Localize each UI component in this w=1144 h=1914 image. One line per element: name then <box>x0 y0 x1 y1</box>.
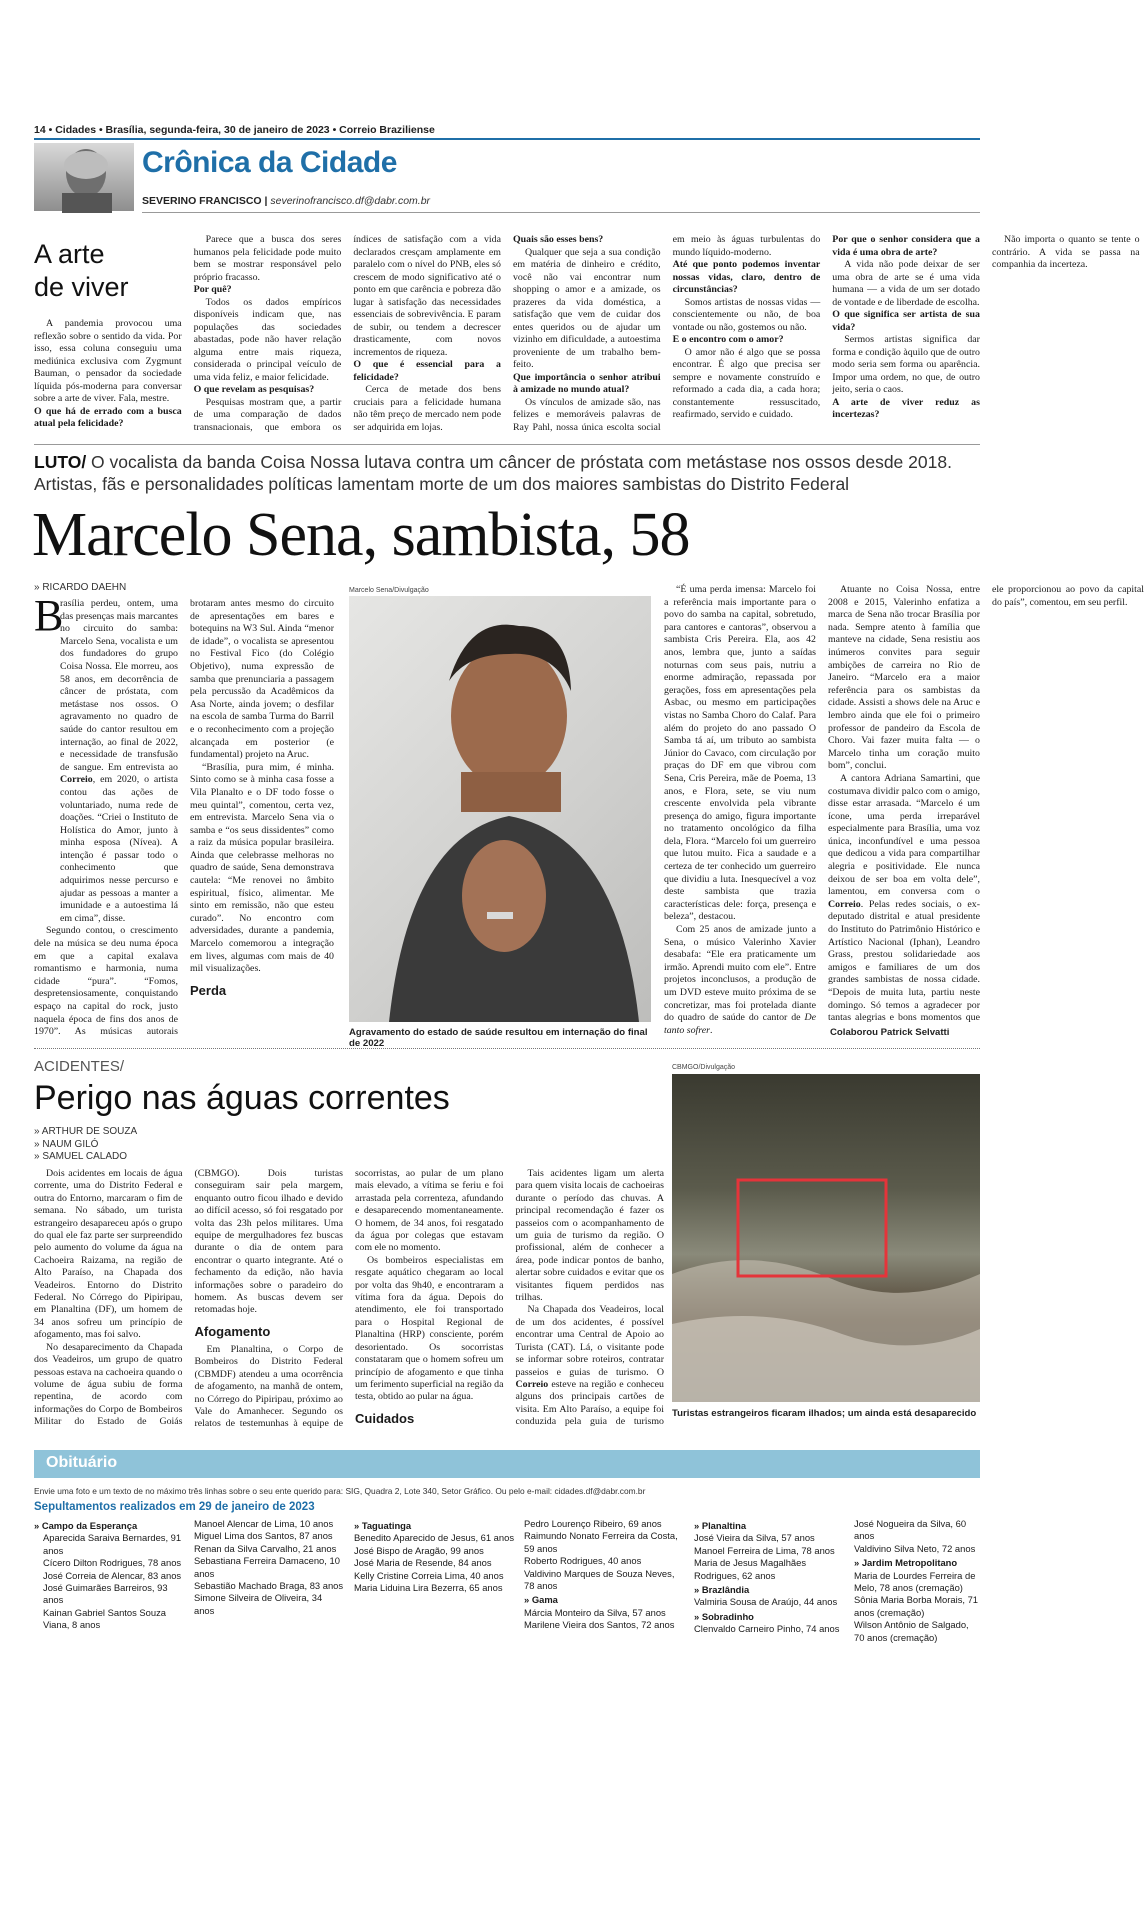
acidentes-caption: Turistas estrangeiros ficaram ilhados; um ainda está desaparecido <box>672 1408 977 1419</box>
cronica-title-line-2: de viver <box>34 272 129 302</box>
header-rule <box>34 138 980 140</box>
luto-bottom-rule <box>34 1048 980 1049</box>
luto-text-left: rasília perdeu, ontem, uma das presenças mais marcantes no circuito do samba: Marcelo Sena, vocalista e um dos fundadores do grupo Coisa Nossa. Ele morreu, aos 58 anos, em decorrência de câncer de próstata, com metástase nos ossos. O agravamento no quadro de saúde do cantor resultou em internação, ao final de 2022, e necessidade de transfusão de sangue. Em entrevista ao Correio, em 2020, o artista contou das ações de voluntariado, numa rede de doações. “Criei o Instituto de Holística do Amor, junto à minha esposa (Nívea). A intenção é passar todo o conhecimento que adquirimos nesse percurso e ajudar as pessoas a manter a imunidade e a autoestima lá em cima”, disse. Segundo contou, o crescimento dele na música se deu numa época em que a capital exalava romantismo e harmonia, numa cidade “pura”. “Fomos, despretensiosamente, conquistando espaço na capital do rock, justo naquela época de fins dos anos de 1970”. As músicas autorais brotaram antes mesmo do circuito de apresentações em bares e botequins na W3 Sul. Ainda “menor de idade”, o vocalista se apresentou no Festival Fico (do Colégio Objetivo), numa expressão de samba que prenunciaria a passagem pela percussão da Acadêmicos da Asa Norte, ainda jovem; o desfilar na escola de samba Turma do Barril e o reconhecimento com a projeção alcançada em posterior (e fundamental) projeto na Aruc. “Brasília, pura mim, é minha. Sinto como se à minha casa fosse a Vila Planalto e o DF todo fosse o meu quintal”, comentou, certa vez, em entrevista. Marcelo Sena via o samba e “os seus dissidentes” como a raiz da música popular brasileira. Ainda que celebrasse melhoras no quadro de saúde, Sena demonstrava cautela: “Me renovei no âmbito espiritual, físico, alimentar. Me sinto em remissão, não que esteu curado”. No encontro com adversidades, durante a pandemia, Marcelo comemorou a integração em lives, algumas com mais de 40 mil visualizações. Perda <box>34 598 334 1038</box>
obituario-col-4: Pedro Lourenço Ribeiro, 69 anos Raimundo Nonato Ferreira da Costa, 59 anos Roberto Rodrigues, 40 anos Valdivino Marques de Souza Neves, 78 anos » Gama Márcia Monteiro da Silva, 57 anos Marilene Vieira dos Santos, 72 anos <box>524 1518 678 1631</box>
luto-kicker: LUTO/ <box>34 452 87 472</box>
waterfall-river-icon <box>672 1074 980 1402</box>
page-line: 14 • Cidades • Brasília, segunda-feira, 30 de janeiro de 2023 • Correio Braziliense <box>34 124 435 136</box>
obituario-col-1: » Campo da Esperança Aparecida Saraiva Bernardes, 91 anos Cícero Dilton Rodrigues, 78 anos José Correia de Alencar, 83 anos José Guimarães Barreiros, 93 anos Kainan Gabriel Santos Souza Viana, 8 anos <box>34 1520 182 1631</box>
author-email[interactable]: severinofrancisco.df@dabr.com.br <box>270 195 431 207</box>
obituario-bar <box>34 1450 980 1478</box>
obituario-intro: Envie uma foto e um texto de no máximo três linhas sobre o seu ente querido para: SIG, Quadra 2, Lote 340, Setor Gráfico. Ou pelo e-mail: cidades.df@dabr.com.br <box>34 1486 646 1496</box>
author-line <box>142 195 430 207</box>
obituario-col-3: » Taguatinga Benedito Aparecido de Jesus, 61 anos José Bispo de Aragão, 99 anos José Maria de Resende, 84 anos Kelly Cristine Correia Lima, 40 anos Maria Liduina Lira Bezerra, 65 anos <box>354 1520 515 1594</box>
luto-deck-2: Artistas, fãs e personalidades políticas lamentam morte de um dos maiores sambistas do Distrito Federal <box>34 474 850 494</box>
obituario-col-2: Manoel Alencar de Lima, 10 anos Miguel Lima dos Santos, 87 anos Renan da Silva Carvalho, 21 anos Sebastiana Ferreira Damaceno, 10 anos Sebastião Machado Braga, 83 anos Simone Silveira de Oliveira, 34 anos <box>194 1518 344 1616</box>
obituario-col-5: » Planaltina José Vieira da Silva, 57 anos Manoel Ferreira de Lima, 78 anos Maria de Jesus Magalhães Rodrigues, 62 anos » Brazlândia Valmiria Sousa de Araújo, 44 anos » Sobradinho Clenvaldo Carneiro Pinho, 74 anos <box>694 1520 840 1635</box>
author-photo <box>34 143 134 211</box>
acidentes-byline-3: » SAMUEL CALADO <box>34 1151 127 1162</box>
luto-photo-credit: Marcelo Sena/Divulgação <box>349 587 429 594</box>
cronica-text: A pandemia provocou uma reflexão sobre o sentido da vida. Por isso, essa coluna conseguiu uma mediúnica exclusiva com Zygmunt Bauman, o pensador da sociedade líquida pós-moderna para conversar sobre a arte de viver. Fala, mestre. O que há de errado com a busca atual pela felicidade? Parece que a busca dos seres humanos pela felicidade pode muito bem se mostrar responsável pelo próprio fracasso. Por quê? Todos os dados empíricos disponíveis indicam que, nas populações das sociedades abastadas, pode não haver relação alguma entre mais riqueza, considerada o principal veículo de uma vida feliz, e maior felicidade. O que revelam as pesquisas? Pesquisas mostram que, a partir de uma comparação de dados transnacionais, que embora os índices de satisfação com a vida declarados cresçam amplamente em paralelo com o nível do PNB, eles só crescem de modo significativo até o ponto em que carência e pobreza dão lugar à satisfação das necessidades essenciais de sobrevivência. E param de subir, ou tendem a decrescer drasticamente, com novos incrementos de riqueza. O que é essencial para a felicidade? Cerca de metade dos bens cruciais para a felicidade humana não têm preço de mercado nem pode ser adquirida em lojas. Quais são esses bens? Qualquer que seja a sua condição em matéria de dinheiro e crédito, você não vai encontrar num shopping o amor e a amizade, os prazeres da vida doméstica, a satisfação que vem de cuidar dos entes queridos ou de ajudar um vizinho em dificuldade, a autoestima proveniente de um trabalho bem-feito. Que importância o senhor atribui à amizade no mundo atual? Os vínculos de amizade são, nas felizes e memoráveis palavras de Ray Pahl, nossa única escolta social em meio às águas turbulentas do mundo líquido-moderno. Até que ponto podemos inventar nossas vidas, claro, dentro de circunstâncias? Somos artistas de nossas vidas — conscientemente ou não, de boa vontade ou não, gostemos ou não. E o encontro com o amor? O amor não é algo que se possa encontrar. É algo que precisa ser sempre e novamente construído e reformado a cada dia, a cada hora; constantemente ressuscitado, reafirmado, servido e cuidado. Por que o senhor considera que a vida é uma obra de arte? A vida não pode deixar de ser uma obra de arte se é uma vida humana — a vida de um ser dotado de vontade e de liberdade de escolha. O que significa ser artista de sua vida? Sermos artistas significa dar forma e condição àquilo que de outro modo seria sem forma ou aparência. Impor uma ordem, no que, de outro jeito, seria o caos. A arte de viver reduz as incertezas? Não importa o quanto se tente o contrário. A vida se passa na companhia da incerteza. <box>34 234 1140 433</box>
obituario-heading: Sepultamentos realizados em 29 de janeiro de 2023 <box>34 1501 315 1513</box>
luto-drop-cap: B <box>34 591 64 640</box>
acidentes-photo-credit: CBMGO/Divulgação <box>672 1064 736 1071</box>
singer-portrait-icon <box>349 596 651 1022</box>
luto-deck <box>34 451 980 495</box>
luto-photo <box>349 596 651 1022</box>
acidentes-byline-2: » NAUM GILÓ <box>34 1138 99 1150</box>
section-title: Crônica da Cidade <box>142 146 397 179</box>
obituario-col-6: José Nogueira da Silva, 60 anos Valdivino Silva Neto, 72 anos » Jardim Metropolitano Maria de Lourdes Ferreira de Melo, 78 anos (cremação) Sônia Maria Borba Morais, 71 anos (cremação) Wilson Antônio de Salgado, 70 anos (cremação) <box>854 1518 979 1643</box>
luto-text-right: “É uma perda imensa: Marcelo foi a referência mais importante para o povo do samba na capital, sobretudo, para cantores e cantoras”, observou a sambista Cris Pereira. Ela, aos 42 anos, lembra que, junto a saídas noturnas com seus pais, nutriu a enorme admiração, repassada por gerações, foss em apresentações pela Asbac, ou mesmo em participações vistas no Samba Choro do Calaf. Para além do projeto do ano passado O Samba tá aí, um tributo ao sambista Júnior do Cavaco, com circulação por praças do DF em que vibrou com Sena, Cris Pereira, mãe de Poema, 13 anos, e Flora, sete, se viu num crescente envolvida pela vibrante presença do amigo, figura importante no tratamento oncológico da filha dela, Flora. “Marcelo foi um guerreiro que lutou muito. Fica a saudade e a certeza de ter conhecido um guerreiro que dividiu a luta. Inesquecível a voz deste sambista que trazia características dele: força, presença e beleza”, destacou. Com 25 anos de amizade junto a Sena, o músico Valerinho Xavier desabafa: “Ele era praticamente um irmão. Aprendi muito com ele”. Entre projetos inconclusos, a produção de um DVD esteve muito próxima de se concretizar, mas foi protelada diante do quadro de saúde do cantor de De tanto sofrer. Atuante no Coisa Nossa, entre 2008 e 2015, Valerinho enfatiza a marca de Sena não trocar Brasília por nada. Sempre atento à família que manteve na cidade, Sena resistiu aos inúmeros convites para seguir ambições de carreira no Rio de Janeiro. “Marcelo era a maior referência para os sambistas da cidade. Assisti a shows dele na Aruc e lembro ainda que ele foi o primeiro professor de pandeiro da Escola de Choro. Vai fazer muita falta — o Marcelo tinha um coração muito bom”, conclui. A cantora Adriana Samartini, que costumava dividir palco com o amigo, disse estar arrasada. “Marcelo é um ícone, uma perda irreparável especialmente para Brasília, uma voz única, inconfundível e uma pessoa que dedicou a vida para compartilhar alegria e positividade. Ele nunca deixou de ser boa em volta dele”, lamentou, em conversa com o Correio. Pelas redes sociais, o ex-deputado distrital e atual presidente do Instituto do Patrimônio Histórico e Artístico Nacional (Iphan), Leandro Grass, prestou solidariedade aos amigos e familiares de um dos grandes sambistas de nossa cidade. “Depois de muita luta, partiu neste domingo. Só temos a agradecer por tantas alegrias e bons momentos que ele proporcionou ao povo da capital do país”, comentou, em seu perfil. <box>664 584 1144 1036</box>
cronica-bottom-rule <box>34 444 980 445</box>
acidentes-photo <box>672 1074 980 1402</box>
header-bottom-rule <box>142 212 980 213</box>
author-name: SEVERINO FRANCISCO | <box>142 195 268 207</box>
acidentes-kicker: ACIDENTES/ <box>34 1058 125 1075</box>
cronica-title-line-1: A arte <box>34 239 105 269</box>
acidentes-bylines <box>34 1126 137 1164</box>
obituario-title: Obituário <box>46 1454 118 1471</box>
luto-collab: Colaborou Patrick Selvatti <box>830 1027 950 1038</box>
luto-byline: » RICARDO DAEHN <box>34 582 127 593</box>
luto-headline: Marcelo Sena, sambista, 58 <box>32 501 690 569</box>
acidentes-byline-1: » ARTHUR DE SOUZA <box>34 1126 138 1137</box>
cronica-title-space <box>34 234 182 318</box>
acidentes-text: Dois acidentes em locais de água corrente, uma do Distrito Federal e outra do Entorno, marcaram o fim de semana. No sábado, um turista estrangeiro desapareceu após o grupo do qual ele faz parte ser surpreendido pelo aumento do volume da água na Cachoeira Raizama, na região de Alto Paraíso, na Chapada dos Veadeiros. Entorno do Distrito Federal. No Córrego do Pipiripau, em Planaltina (DF), um homem de 34 anos sofreu um princípio de afogamento, mas foi salvo. No desaparecimento da Chapada dos Veadeiros, um grupo de quatro pessoas estava na cachoeira quando o volume de água subiu de forma repentina, de acordo com informações do Corpo de Bombeiros Militar do Estado de Goiás (CBMGO). Dois turistas conseguiram sair pela margem, enquanto outro ficou ilhado e devido ao difícil acesso, só foi resgatado por volta das 23h pelos militares. Uma equipe de mergulhadores fez buscas durante o dia de ontem para encontrar o quarto integrante. Até o fechamento da edição, não havia informações sobre o paradeiro do homem. As buscas devem ser retomadas hoje. Afogamento Em Planaltina, o Corpo de Bombeiros do Distrito Federal (CBMDF) atendeu a uma ocorrência de afogamento, na manhã de ontem, no Córrego do Pipiripau, próximo ao Vale do Amanhecer. Segundo os relatos de testemunhas à equipe de socorristas, ao pular de um plano mais elevado, a vítima se feriu e foi arrastada pela correnteza, afundando e desaparecendo momentaneamente. O homem, de 34 anos, foi resgatado da água por colegas que estavam com ele no momento. Os bombeiros especialistas em resgate aquático chegaram ao local por volta das 9h40, e encontraram a vítima fora da água. Depois do atendimento, ele foi transportado para o Hospital Regional de Planaltina (HRP) consciente, porém desorientado. Os socorristas constataram que o homem sofreu um princípio de afogamento e que tinha um ferimento superficial na região da testa, obtido ao pular na água. Cuidados Tais acidentes ligam um alerta para quem visita locais de cachoeiras durante o período das chuvas. A principal recomendação é fazer os passeios com o acompanhamento de um guia de turismo da região. O profissional, além de conhecer a área, pode indicar pontos de banho, alertar sobre cuidados e evitar que os visitantes fiquem perdidos nas trilhas. Na Chapada dos Veadeiros, local de um dos acidentes, é possível encontrar uma Central de Apoio ao Turista (CAT). Lá, o visitante pode se informar sobre roteiros, contratar passeios e guias de turismo. O Correio esteve na região e conheceu alguns dos principais cartões de visita. Em Alto Paraíso, a equipe foi conduzida pela guia de turismo <box>34 1168 664 1430</box>
luto-caption: Agravamento do estado de saúde resultou em internação do final de 2022 <box>349 1027 648 1049</box>
luto-deck-1: O vocalista da banda Coisa Nossa lutava contra um câncer de próstata com metástase nos ossos desde 2018. <box>86 452 952 472</box>
acidentes-headline: Perigo nas águas correntes <box>34 1079 450 1117</box>
